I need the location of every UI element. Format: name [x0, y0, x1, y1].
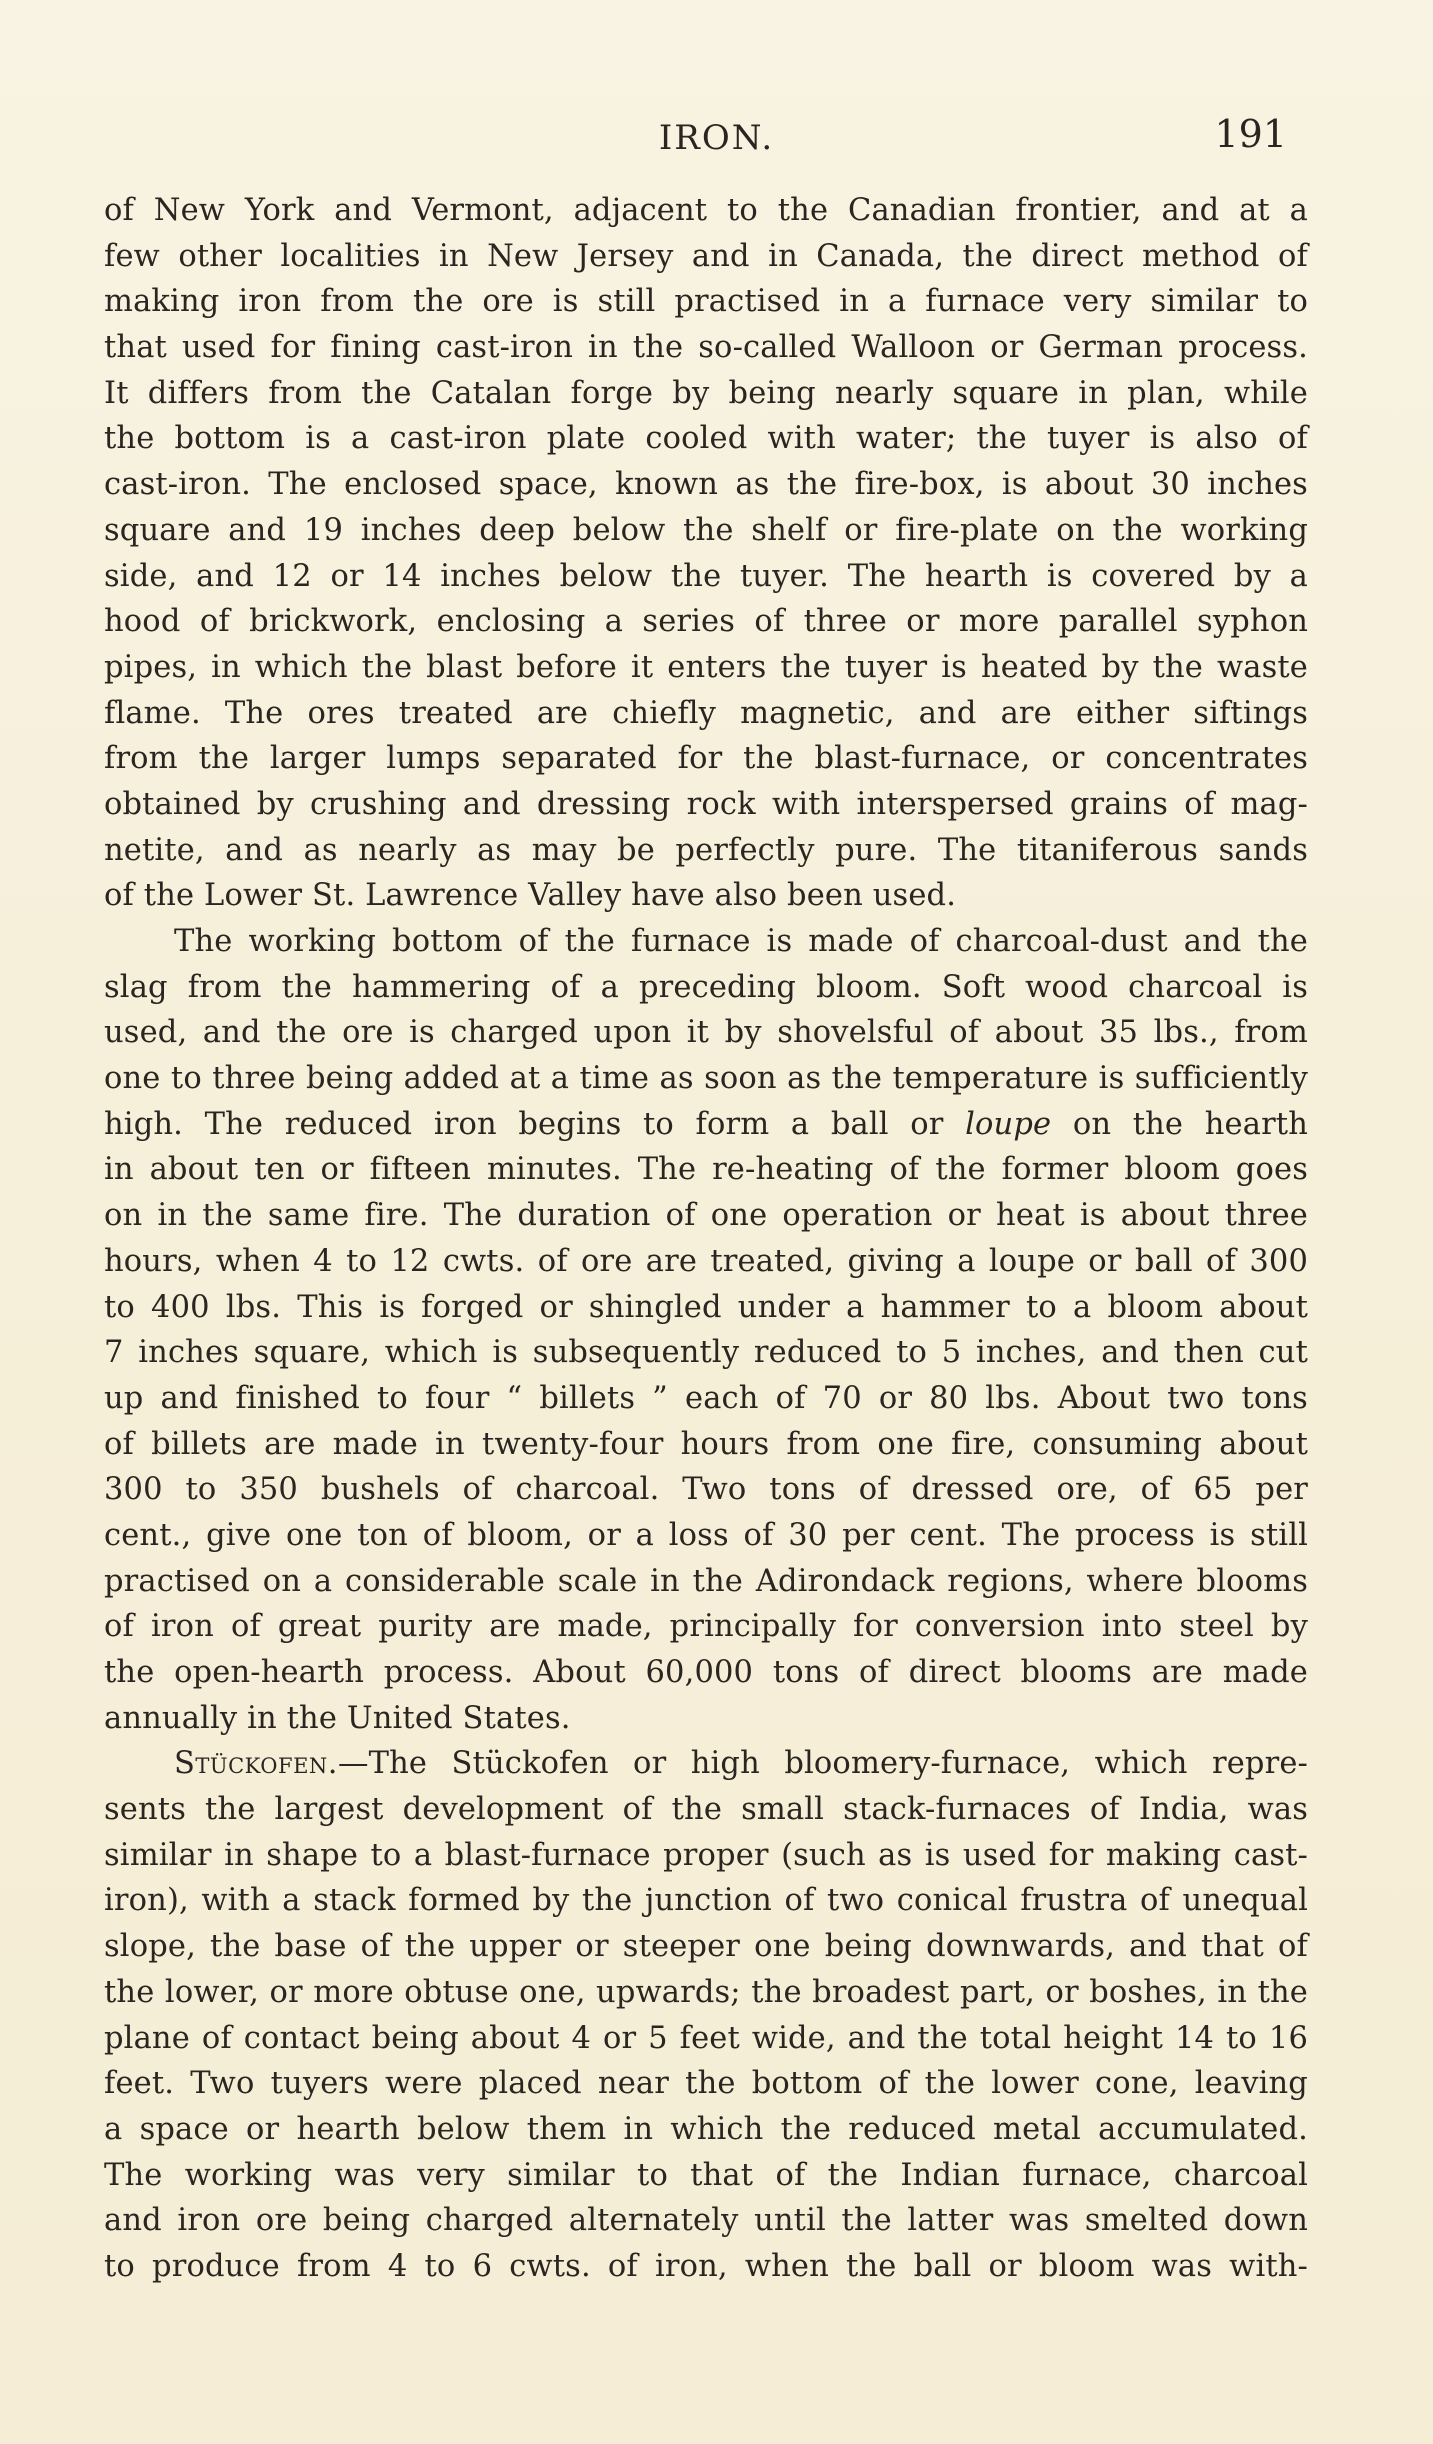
text-line: 300 to 350 bushels of charcoal. Two tons of dressed ore, of 65 per	[104, 1472, 1308, 1508]
running-head: IRON.	[658, 118, 775, 158]
text-line: that used for fining cast-iron in the so-called Walloon or German process.	[104, 330, 1308, 366]
text-line: iron), with a stack formed by the junction of two conical frustra of unequal	[104, 1883, 1308, 1919]
text-line: It differs from the Catalan forge by being nearly square in plan, while	[104, 375, 1308, 411]
text-line: The working bottom of the furnace is made of charcoal-dust and the	[174, 924, 1308, 959]
text-line: of the Lower St. Lawrence Valley have also been used.	[104, 878, 957, 914]
section-heading: Stückofen.	[174, 1746, 338, 1782]
text-line: of iron of great purity are made, principally for conversion into steel by	[104, 1609, 1308, 1645]
text-segment: —The Stückofen or high bloomery-furnace, which repre-	[337, 1746, 1308, 1782]
text-line: the lower, or more obtuse one, upwards; the broadest part, or boshes, in the	[104, 1974, 1308, 2010]
page-header	[0, 110, 1433, 170]
text-line: the bottom is a cast-iron plate cooled with water; the tuyer is also of	[104, 421, 1308, 457]
text-line: feet. Two tuyers were placed near the bottom of the lower cone, leaving	[104, 2066, 1308, 2102]
text-line: netite, and as nearly as may be perfectly pure. The titaniferous sands	[104, 832, 1308, 868]
text-line: up and finished to four “ billets ” each of 70 or 80 lbs. About two tons	[104, 1380, 1308, 1416]
text-line: few other localities in New Jersey and in Canada, the direct method of	[104, 238, 1308, 274]
text-line: of billets are made in twenty-four hours from one fire, consuming about	[104, 1426, 1308, 1462]
text-line: in about ten or fifteen minutes. The re-heating of the former bloom goes	[104, 1152, 1308, 1188]
text-line: practised on a considerable scale in the Adirondack regions, where blooms	[104, 1563, 1308, 1599]
text-line: from the larger lumps separated for the blast-furnace, or concentrates	[104, 741, 1308, 777]
text-line: to produce from 4 to 6 cwts. of iron, when the ball or bloom was with-	[104, 2248, 1308, 2284]
text-line: plane of contact being about 4 or 5 feet wide, and the total height 14 to 16	[104, 2020, 1308, 2056]
text-line: sents the largest development of the small stack-furnaces of India, was	[104, 1792, 1308, 1828]
text-line: a space or hearth below them in which the reduced metal accumulated.	[104, 2111, 1308, 2147]
text-line: used, and the ore is charged upon it by shovelsful of about 35 lbs., from	[104, 1015, 1308, 1051]
text-line: annually in the United States.	[104, 1700, 571, 1736]
text-line: to 400 lbs. This is forged or shingled under a hammer to a bloom about	[104, 1289, 1308, 1325]
body-text	[104, 188, 1308, 2290]
text-line: hours, when 4 to 12 cwts. of ore are treated, giving a loupe or ball of 300	[104, 1243, 1308, 1279]
text-segment: on the hearth	[1051, 1106, 1308, 1142]
text-line: similar in shape to a blast-furnace proper (such as is used for making cast-	[104, 1837, 1308, 1873]
text-line: the open-hearth process. About 60,000 tons of direct blooms are made	[104, 1655, 1308, 1690]
text-line	[104, 1102, 1308, 1148]
text-line: on in the same fire. The duration of one operation or heat is about three	[104, 1198, 1308, 1234]
text-line: cast-iron. The enclosed space, known as the fire-box, is about 30 inches	[104, 467, 1308, 503]
text-line: slope, the base of the upper or steeper one being downwards, and that of	[104, 1929, 1308, 1965]
text-line: making iron from the ore is still practised in a furnace very similar to	[104, 284, 1308, 320]
text-line: side, and 12 or 14 inches below the tuyer. The hearth is covered by a	[104, 558, 1308, 594]
text-line: obtained by crushing and dressing rock with interspersed grains of mag-	[104, 786, 1308, 822]
text-line: and iron ore being charged alternately until the latter was smelted down	[104, 2203, 1308, 2239]
text-line: hood of brickwork, enclosing a series of three or more parallel syphon	[104, 604, 1308, 640]
text-line: pipes, in which the blast before it enters the tuyer is heated by the waste	[104, 649, 1308, 685]
text-line: flame. The ores treated are chiefly magnetic, and are either siftings	[104, 695, 1308, 731]
text-line: The working was very similar to that of the Indian furnace, charcoal	[104, 2157, 1308, 2193]
text-line: of New York and Vermont, adjacent to the Canadian frontier, and at a	[104, 193, 1308, 228]
text-line: 7 inches square, which is subsequently reduced to 5 inches, and then cut	[104, 1335, 1308, 1371]
text-line: square and 19 inches deep below the shelf or fire-plate on the working	[104, 512, 1308, 548]
text-line: slag from the hammering of a preceding bloom. Soft wood charcoal is	[104, 969, 1308, 1005]
text-line: one to three being added at a time as soon as the temperature is sufficiently	[104, 1061, 1308, 1097]
page-number: 191	[1214, 112, 1287, 156]
text-line: cent., give one ton of bloom, or a loss of 30 per cent. The process is still	[104, 1517, 1308, 1553]
text-segment: high. The reduced iron begins to form a ball or	[104, 1106, 966, 1142]
text-line	[104, 1741, 1308, 1787]
italic-term: loupe	[965, 1106, 1052, 1142]
